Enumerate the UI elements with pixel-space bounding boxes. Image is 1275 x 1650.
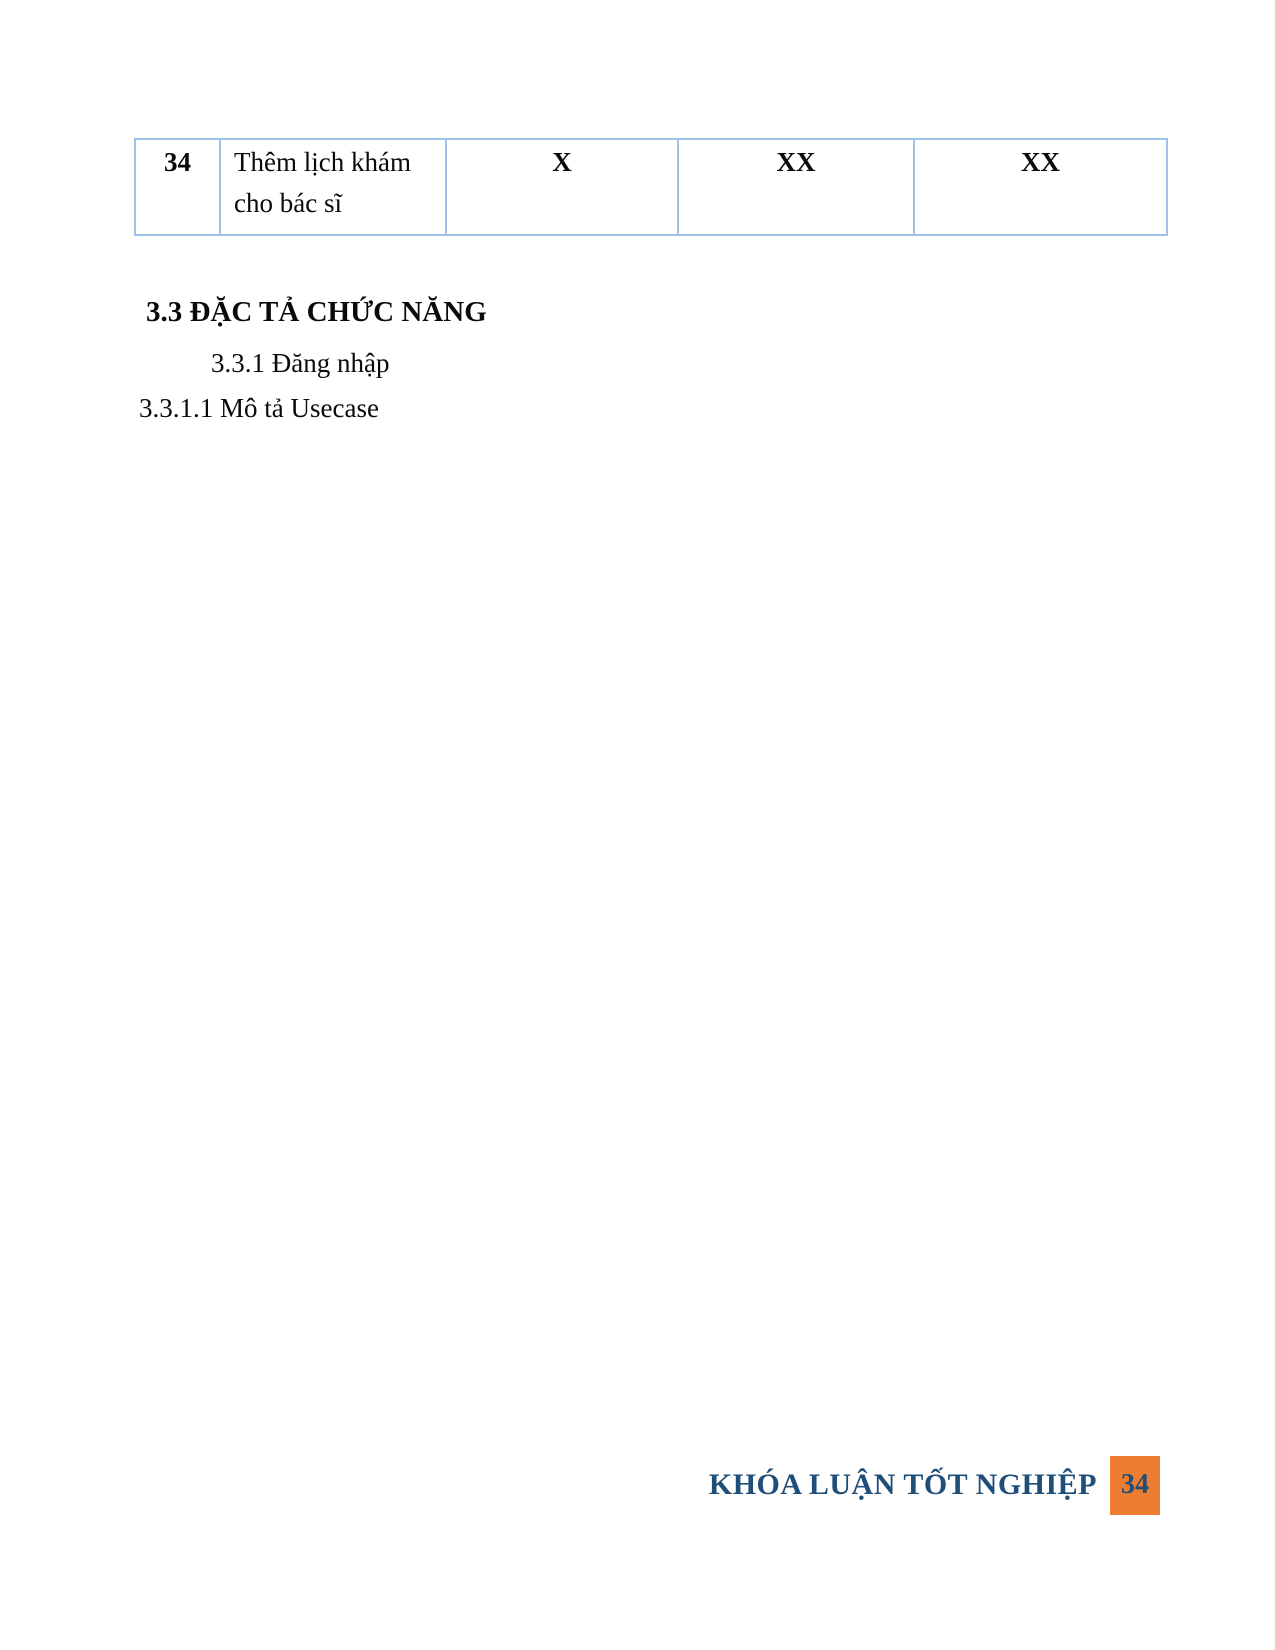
subsection-heading: 3.3.1 Đăng nhập [211,348,390,378]
cell-description: Thêm lịch khám cho bác sĩ [220,139,446,235]
page-number: 34 [1121,1469,1149,1500]
page-footer [709,1455,1160,1515]
page-number-box [1110,1456,1160,1515]
cell-mark-3: XX [914,139,1167,235]
subsubsection-heading: 3.3.1.1 Mô tả Usecase [139,393,379,423]
cell-row-number: 34 [135,139,220,235]
cell-mark-2: XX [678,139,914,235]
table-row [135,139,1167,235]
section-heading: 3.3 ĐẶC TẢ CHỨC NĂNG [146,296,487,328]
usecase-continuation-table [134,138,1168,236]
cell-mark-1: X [446,139,678,235]
footer-title: KHÓA LUẬN TỐT NGHIỆP [708,1468,1097,1501]
